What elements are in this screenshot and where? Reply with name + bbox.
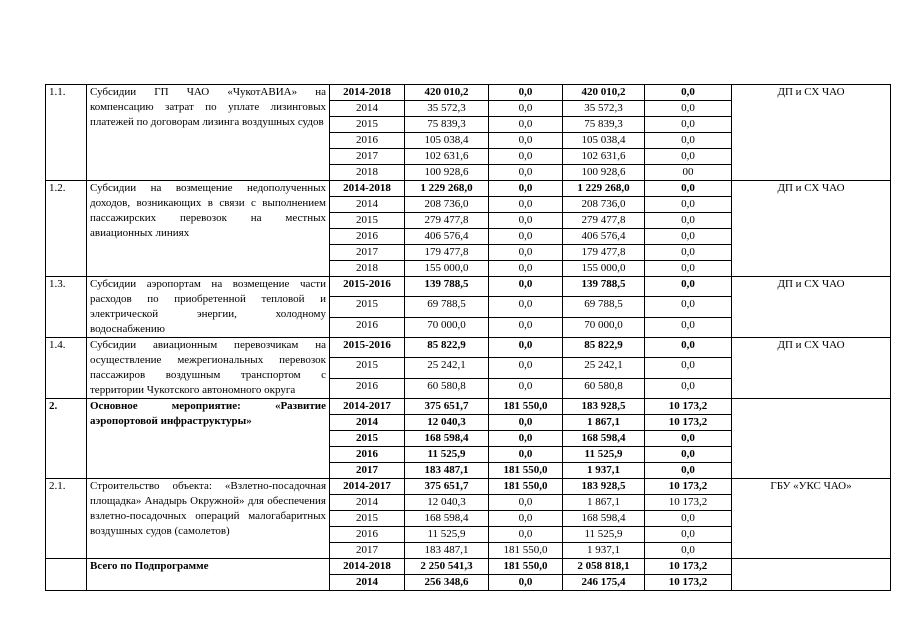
item-name: Субсидии ГП ЧАО «ЧукотАВИА» на компенсацию затрат по уплате лизинговых платежей по договорам лизинга воздушных судов (87, 85, 330, 181)
cell-year: 2014-2018 (330, 85, 405, 101)
cell-c3: 179 477,8 (563, 245, 645, 261)
cell-c3: 60 580,8 (563, 378, 645, 398)
cell-total: 100 928,6 (405, 165, 489, 181)
cell-year: 2015-2016 (330, 277, 405, 297)
cell-year: 2015 (330, 431, 405, 447)
cell-year: 2014-2017 (330, 399, 405, 415)
item-name: Субсидии на возмещение недополученных доходов, возникающих в связи с выполнением пассажирских перевозок на местных авиационных линиях (87, 181, 330, 277)
responsible-agency: ДП и СХ ЧАО (732, 181, 891, 277)
item-name: Строительство объекта: «Взлетно-посадочная площадка» Анадырь Окружной» для обеспечения взлетно-посадочных операций малогабаритных воздушных судов (самолетов) (87, 479, 330, 559)
cell-year: 2017 (330, 463, 405, 479)
cell-year: 2015-2016 (330, 338, 405, 358)
cell-c2: 0,0 (489, 297, 563, 317)
cell-c4: 0,0 (645, 527, 732, 543)
cell-c4: 10 173,2 (645, 495, 732, 511)
cell-c3: 85 822,9 (563, 338, 645, 358)
cell-year: 2014 (330, 495, 405, 511)
cell-year: 2018 (330, 165, 405, 181)
cell-c4: 10 173,2 (645, 415, 732, 431)
cell-total: 69 788,5 (405, 297, 489, 317)
item-number: 2. (46, 399, 87, 479)
table-row (46, 85, 891, 101)
cell-c4: 0,0 (645, 277, 732, 297)
item-number: 1.2. (46, 181, 87, 277)
cell-c3: 208 736,0 (563, 197, 645, 213)
cell-year: 2017 (330, 149, 405, 165)
responsible-agency (732, 399, 891, 479)
total-number-empty (46, 559, 87, 591)
cell-c2: 0,0 (489, 133, 563, 149)
cell-total: 155 000,0 (405, 261, 489, 277)
cell-c4: 0,0 (645, 297, 732, 317)
table-body (46, 85, 891, 591)
cell-c4: 0,0 (645, 181, 732, 197)
cell-year: 2016 (330, 317, 405, 337)
cell-total: 105 038,4 (405, 133, 489, 149)
cell-total: 420 010,2 (405, 85, 489, 101)
cell-c4: 0,0 (645, 229, 732, 245)
cell-c4: 0,0 (645, 197, 732, 213)
cell-total: 35 572,3 (405, 101, 489, 117)
subprogram-funding-table (45, 84, 891, 591)
item-name: Субсидии аэропортам на возмещение части расходов по приобретенной тепловой и электрической энергии, холодному водоснабжению (87, 277, 330, 338)
cell-year: 2014 (330, 575, 405, 591)
cell-c2: 0,0 (489, 181, 563, 197)
cell-c2: 181 550,0 (489, 399, 563, 415)
cell-year: 2014-2018 (330, 181, 405, 197)
cell-c2: 181 550,0 (489, 479, 563, 495)
cell-c3: 155 000,0 (563, 261, 645, 277)
cell-total: 102 631,6 (405, 149, 489, 165)
item-number: 1.4. (46, 338, 87, 399)
cell-total: 183 487,1 (405, 463, 489, 479)
cell-total: 70 000,0 (405, 317, 489, 337)
cell-year: 2016 (330, 378, 405, 398)
cell-c4: 0,0 (645, 543, 732, 559)
cell-total: 256 348,6 (405, 575, 489, 591)
cell-c3: 100 928,6 (563, 165, 645, 181)
cell-c4: 0,0 (645, 447, 732, 463)
cell-c4: 10 173,2 (645, 575, 732, 591)
cell-total: 279 477,8 (405, 213, 489, 229)
cell-total: 2 250 541,3 (405, 559, 489, 575)
cell-year: 2014 (330, 415, 405, 431)
cell-c2: 0,0 (489, 229, 563, 245)
cell-total: 183 487,1 (405, 543, 489, 559)
cell-c4: 0,0 (645, 101, 732, 117)
cell-c3: 246 175,4 (563, 575, 645, 591)
cell-c3: 420 010,2 (563, 85, 645, 101)
cell-total: 85 822,9 (405, 338, 489, 358)
item-name: Основное мероприятие: «Развитие аэропортовой инфраструктуры» (87, 399, 330, 479)
cell-c2: 0,0 (489, 317, 563, 337)
cell-total: 11 525,9 (405, 447, 489, 463)
cell-c4: 00 (645, 165, 732, 181)
cell-c4: 0,0 (645, 378, 732, 398)
cell-total: 60 580,8 (405, 378, 489, 398)
cell-c3: 2 058 818,1 (563, 559, 645, 575)
cell-c4: 0,0 (645, 511, 732, 527)
cell-c3: 279 477,8 (563, 213, 645, 229)
cell-c2: 0,0 (489, 277, 563, 297)
item-number: 1.1. (46, 85, 87, 181)
table-row (46, 479, 891, 495)
cell-c4: 0,0 (645, 245, 732, 261)
table-row (46, 277, 891, 297)
cell-c4: 0,0 (645, 213, 732, 229)
total-row (46, 559, 891, 575)
cell-c2: 0,0 (489, 447, 563, 463)
cell-c4: 0,0 (645, 133, 732, 149)
cell-c2: 0,0 (489, 197, 563, 213)
cell-c2: 0,0 (489, 165, 563, 181)
cell-c3: 1 229 268,0 (563, 181, 645, 197)
cell-c3: 1 867,1 (563, 415, 645, 431)
cell-c3: 105 038,4 (563, 133, 645, 149)
item-number: 1.3. (46, 277, 87, 338)
cell-c2: 181 550,0 (489, 559, 563, 575)
cell-c2: 0,0 (489, 117, 563, 133)
cell-c3: 35 572,3 (563, 101, 645, 117)
cell-c3: 11 525,9 (563, 447, 645, 463)
cell-total: 139 788,5 (405, 277, 489, 297)
cell-c3: 406 576,4 (563, 229, 645, 245)
cell-c2: 0,0 (489, 495, 563, 511)
cell-c4: 0,0 (645, 431, 732, 447)
cell-year: 2016 (330, 229, 405, 245)
cell-c2: 0,0 (489, 431, 563, 447)
cell-c2: 0,0 (489, 575, 563, 591)
cell-total: 375 651,7 (405, 399, 489, 415)
cell-year: 2014-2017 (330, 479, 405, 495)
cell-c4: 10 173,2 (645, 399, 732, 415)
cell-c3: 1 937,1 (563, 543, 645, 559)
cell-year: 2015 (330, 213, 405, 229)
cell-c2: 0,0 (489, 527, 563, 543)
cell-c2: 0,0 (489, 101, 563, 117)
cell-c4: 0,0 (645, 149, 732, 165)
cell-c3: 25 242,1 (563, 358, 645, 378)
cell-c3: 168 598,4 (563, 511, 645, 527)
cell-c4: 10 173,2 (645, 559, 732, 575)
cell-c3: 139 788,5 (563, 277, 645, 297)
cell-total: 375 651,7 (405, 479, 489, 495)
responsible-agency: ГБУ «УКС ЧАО» (732, 479, 891, 559)
total-label: Всего по Подпрограмме (87, 559, 330, 591)
cell-c4: 0,0 (645, 358, 732, 378)
responsible-agency: ДП и СХ ЧАО (732, 85, 891, 181)
table-row (46, 181, 891, 197)
responsible-agency: ДП и СХ ЧАО (732, 277, 891, 338)
cell-year: 2014-2018 (330, 559, 405, 575)
cell-c2: 0,0 (489, 261, 563, 277)
cell-c3: 69 788,5 (563, 297, 645, 317)
cell-total: 12 040,3 (405, 415, 489, 431)
cell-total: 179 477,8 (405, 245, 489, 261)
cell-c2: 181 550,0 (489, 543, 563, 559)
cell-total: 1 229 268,0 (405, 181, 489, 197)
item-name: Субсидии авиационным перевозчикам на осуществление межрегиональных перевозок пассажиров воздушным транспортом с территории Чукотского автономного округа (87, 338, 330, 399)
cell-c2: 0,0 (489, 358, 563, 378)
cell-c2: 0,0 (489, 245, 563, 261)
cell-c3: 11 525,9 (563, 527, 645, 543)
cell-total: 75 839,3 (405, 117, 489, 133)
responsible-agency: ДП и СХ ЧАО (732, 338, 891, 399)
cell-total: 208 736,0 (405, 197, 489, 213)
cell-year: 2014 (330, 101, 405, 117)
cell-c3: 183 928,5 (563, 399, 645, 415)
cell-year: 2015 (330, 358, 405, 378)
cell-total: 25 242,1 (405, 358, 489, 378)
cell-total: 168 598,4 (405, 431, 489, 447)
cell-c2: 0,0 (489, 415, 563, 431)
cell-c2: 0,0 (489, 338, 563, 358)
cell-c4: 0,0 (645, 463, 732, 479)
cell-total: 12 040,3 (405, 495, 489, 511)
cell-c3: 75 839,3 (563, 117, 645, 133)
cell-c4: 10 173,2 (645, 479, 732, 495)
cell-total: 11 525,9 (405, 527, 489, 543)
cell-c4: 0,0 (645, 261, 732, 277)
cell-c2: 181 550,0 (489, 463, 563, 479)
cell-year: 2015 (330, 117, 405, 133)
item-number: 2.1. (46, 479, 87, 559)
cell-c2: 0,0 (489, 213, 563, 229)
cell-c4: 0,0 (645, 117, 732, 133)
cell-c4: 0,0 (645, 338, 732, 358)
cell-year: 2015 (330, 511, 405, 527)
cell-year: 2017 (330, 543, 405, 559)
cell-year: 2015 (330, 297, 405, 317)
cell-c3: 102 631,6 (563, 149, 645, 165)
cell-c4: 0,0 (645, 85, 732, 101)
cell-year: 2018 (330, 261, 405, 277)
cell-c4: 0,0 (645, 317, 732, 337)
table-row (46, 399, 891, 415)
cell-c3: 1 867,1 (563, 495, 645, 511)
cell-c2: 0,0 (489, 85, 563, 101)
total-agency-empty (732, 559, 891, 591)
cell-c3: 183 928,5 (563, 479, 645, 495)
cell-c3: 70 000,0 (563, 317, 645, 337)
cell-total: 168 598,4 (405, 511, 489, 527)
cell-year: 2014 (330, 197, 405, 213)
cell-c3: 1 937,1 (563, 463, 645, 479)
table-row (46, 338, 891, 358)
cell-year: 2016 (330, 447, 405, 463)
cell-c3: 168 598,4 (563, 431, 645, 447)
cell-year: 2017 (330, 245, 405, 261)
cell-c2: 0,0 (489, 511, 563, 527)
cell-c2: 0,0 (489, 378, 563, 398)
cell-c2: 0,0 (489, 149, 563, 165)
cell-year: 2016 (330, 527, 405, 543)
cell-year: 2016 (330, 133, 405, 149)
cell-total: 406 576,4 (405, 229, 489, 245)
